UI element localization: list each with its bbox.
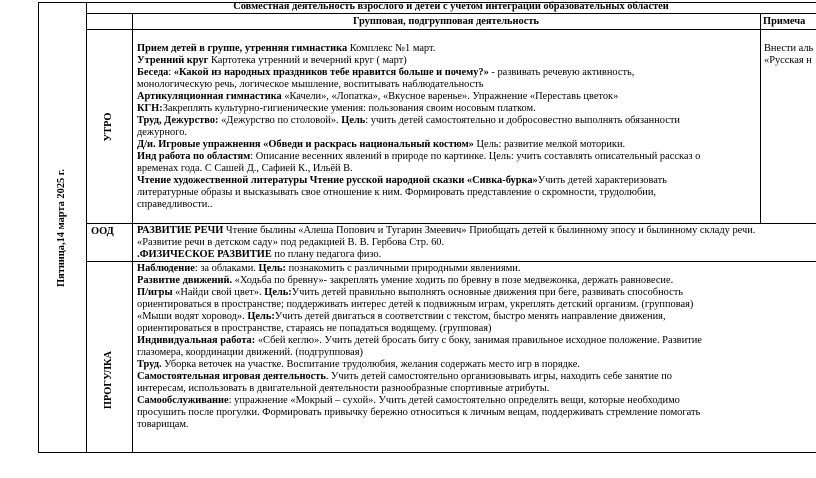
morning-line: временах года. С Сашей Д., Сафией К., Ильёй В.: [137, 163, 353, 174]
ood-line: «Развитие речи в детском саду» под редакцией В. В. Гербова Стр. 60.: [137, 237, 445, 248]
morning-bottom-border: [86, 223, 816, 224]
ood-line: РАЗВИТИЕ РЕЧИ Чтение былины «Алеша Попович и Тугарин Змеевич» Приобщать детей к былинному эпосу и былинному складу речи.: [137, 225, 756, 236]
morning-line: Чтение художественной литературы Чтение русской народной сказки «Сивка-бурка»Учить детей характеризовать: [137, 175, 667, 186]
walk-line: П/игры «Найди свой цвет». Цель:Учить детей правильно выполнять основные движения при беге, развивать способность: [137, 287, 683, 298]
walk-content: [137, 263, 702, 431]
walk-line: просушить после прогулки. Формировать привычку бережно относиться к личным вещам, поддерживать стремление помогать: [137, 407, 701, 418]
morning-line: КГН:Закреплять культурно-гигиенические умения: пользования своим носовым платком.: [137, 103, 536, 114]
date-column-divider: [86, 2, 87, 453]
walk-line: интересам, использовать в двигательной деятельности разнообразные спортивные атрибуты.: [137, 383, 550, 394]
note-line: «Русская н: [764, 55, 812, 66]
morning-line: Прием детей в группе, утренняя гимнастика Комплекс №1 март.: [137, 43, 436, 54]
header-title: Совместная деятельность взрослого и детей с учетом интеграции образовательных областей: [233, 1, 669, 12]
section-column-divider: [132, 13, 133, 453]
header-bottom-border: [86, 29, 816, 30]
section-label-walk: ПРОГУЛКА: [103, 350, 114, 410]
section-label-morning: УТРО: [103, 112, 114, 142]
walk-line: Самостоятельная игровая деятельность. Учить детей самостоятельно организовывать игры, находить себе занятие по: [137, 371, 672, 382]
note-column: [764, 43, 813, 67]
walk-line: глазомера, координации движений. (подгрупповая): [137, 347, 363, 358]
walk-line: Самообслуживание: упражнение «Мокрый – сухой». Учить детей самостоятельно определять вещи, которые необходимо: [137, 395, 680, 406]
walk-line: Развитие движений. «Ходьба по бревну»- закреплять умение ходить по бревну в позе медвежонка, держать равновесие.: [137, 275, 674, 286]
header-title-divider: [86, 13, 816, 14]
morning-line: Труд, Дежурство: «Дежурство по столовой». Цель: учить детей самостоятельно и добросовестно выполнять обязанности: [137, 115, 680, 126]
date-label: Пятница,14 марта 2025 г.: [56, 169, 67, 287]
walk-line: ориентироваться в пространстве; поддерживать интерес детей к подвижным играм, укреплять детский организм. (групповая): [137, 299, 694, 310]
morning-line: Беседа: «Какой из народных праздников тебе нравится больше и почему?» - развивать речевую активность,: [137, 67, 635, 78]
morning-line: литературные образы и высказывать свое отношение к ним. Формировать представление о скромности, трудолюбии,: [137, 187, 656, 198]
ood-bottom-border: [86, 261, 816, 262]
walk-line: Труд. Уборка веточек на участке. Воспитание трудолюбия, желания содержать место игр в порядке.: [137, 359, 580, 370]
table-bottom-border: [38, 452, 816, 453]
morning-line: Утренний круг Картотека утренний и вечерний круг ( март): [137, 55, 407, 66]
header-group-activity: Групповая, подгрупповая деятельность: [353, 16, 539, 27]
ood-line: .ФИЗИЧЕСКОЕ РАЗВИТИЕ по плану педагога физо.: [137, 249, 382, 260]
walk-line: Индивидуальная работа: «Сбей кеглю». Учить детей бросать биту с боку, занимая правильное исходное положение. Развитие: [137, 335, 702, 346]
morning-line: Д/и. Игровые упражнения «Обведи и раскрась национальный костюм» Цель: развитие мелкой моторики.: [137, 139, 626, 150]
note-column-divider-morning: [760, 29, 761, 224]
note-column-divider-header: [760, 13, 761, 30]
morning-line: Инд работа по областям: Описание весенних явлений в природе по картинке. Цель: учить составлять описательный рассказ о: [137, 151, 701, 162]
morning-line: Артикуляционная гимнастика «Качели», «Лопатка», «Вкусное варенье». Упражнение «Переставь цветок»: [137, 91, 619, 102]
morning-line: справедливости..: [137, 199, 213, 210]
ood-content: [137, 225, 755, 261]
walk-line: товарищам.: [137, 419, 189, 430]
morning-content: [137, 43, 700, 211]
walk-line: «Мыши водят хоровод». Цель:Учить детей двигаться в соответствии с текстом, быстро менять направление движения,: [137, 311, 666, 322]
walk-line: ориентироваться в пространстве, стараясь не попадаться водящему. (групповая): [137, 323, 492, 334]
left-border: [38, 2, 39, 453]
morning-line: дежурного.: [137, 127, 188, 138]
morning-line: монологическую речь, логическое мышление, воспитывать наблюдательность: [137, 79, 484, 90]
header-note: Примеча: [763, 16, 806, 27]
walk-line: Наблюдение: за облаками. Цель: познакомить с различными природными явлениями.: [137, 263, 521, 274]
note-line: Внести аль: [764, 43, 814, 54]
section-label-ood: ООД: [91, 226, 114, 237]
